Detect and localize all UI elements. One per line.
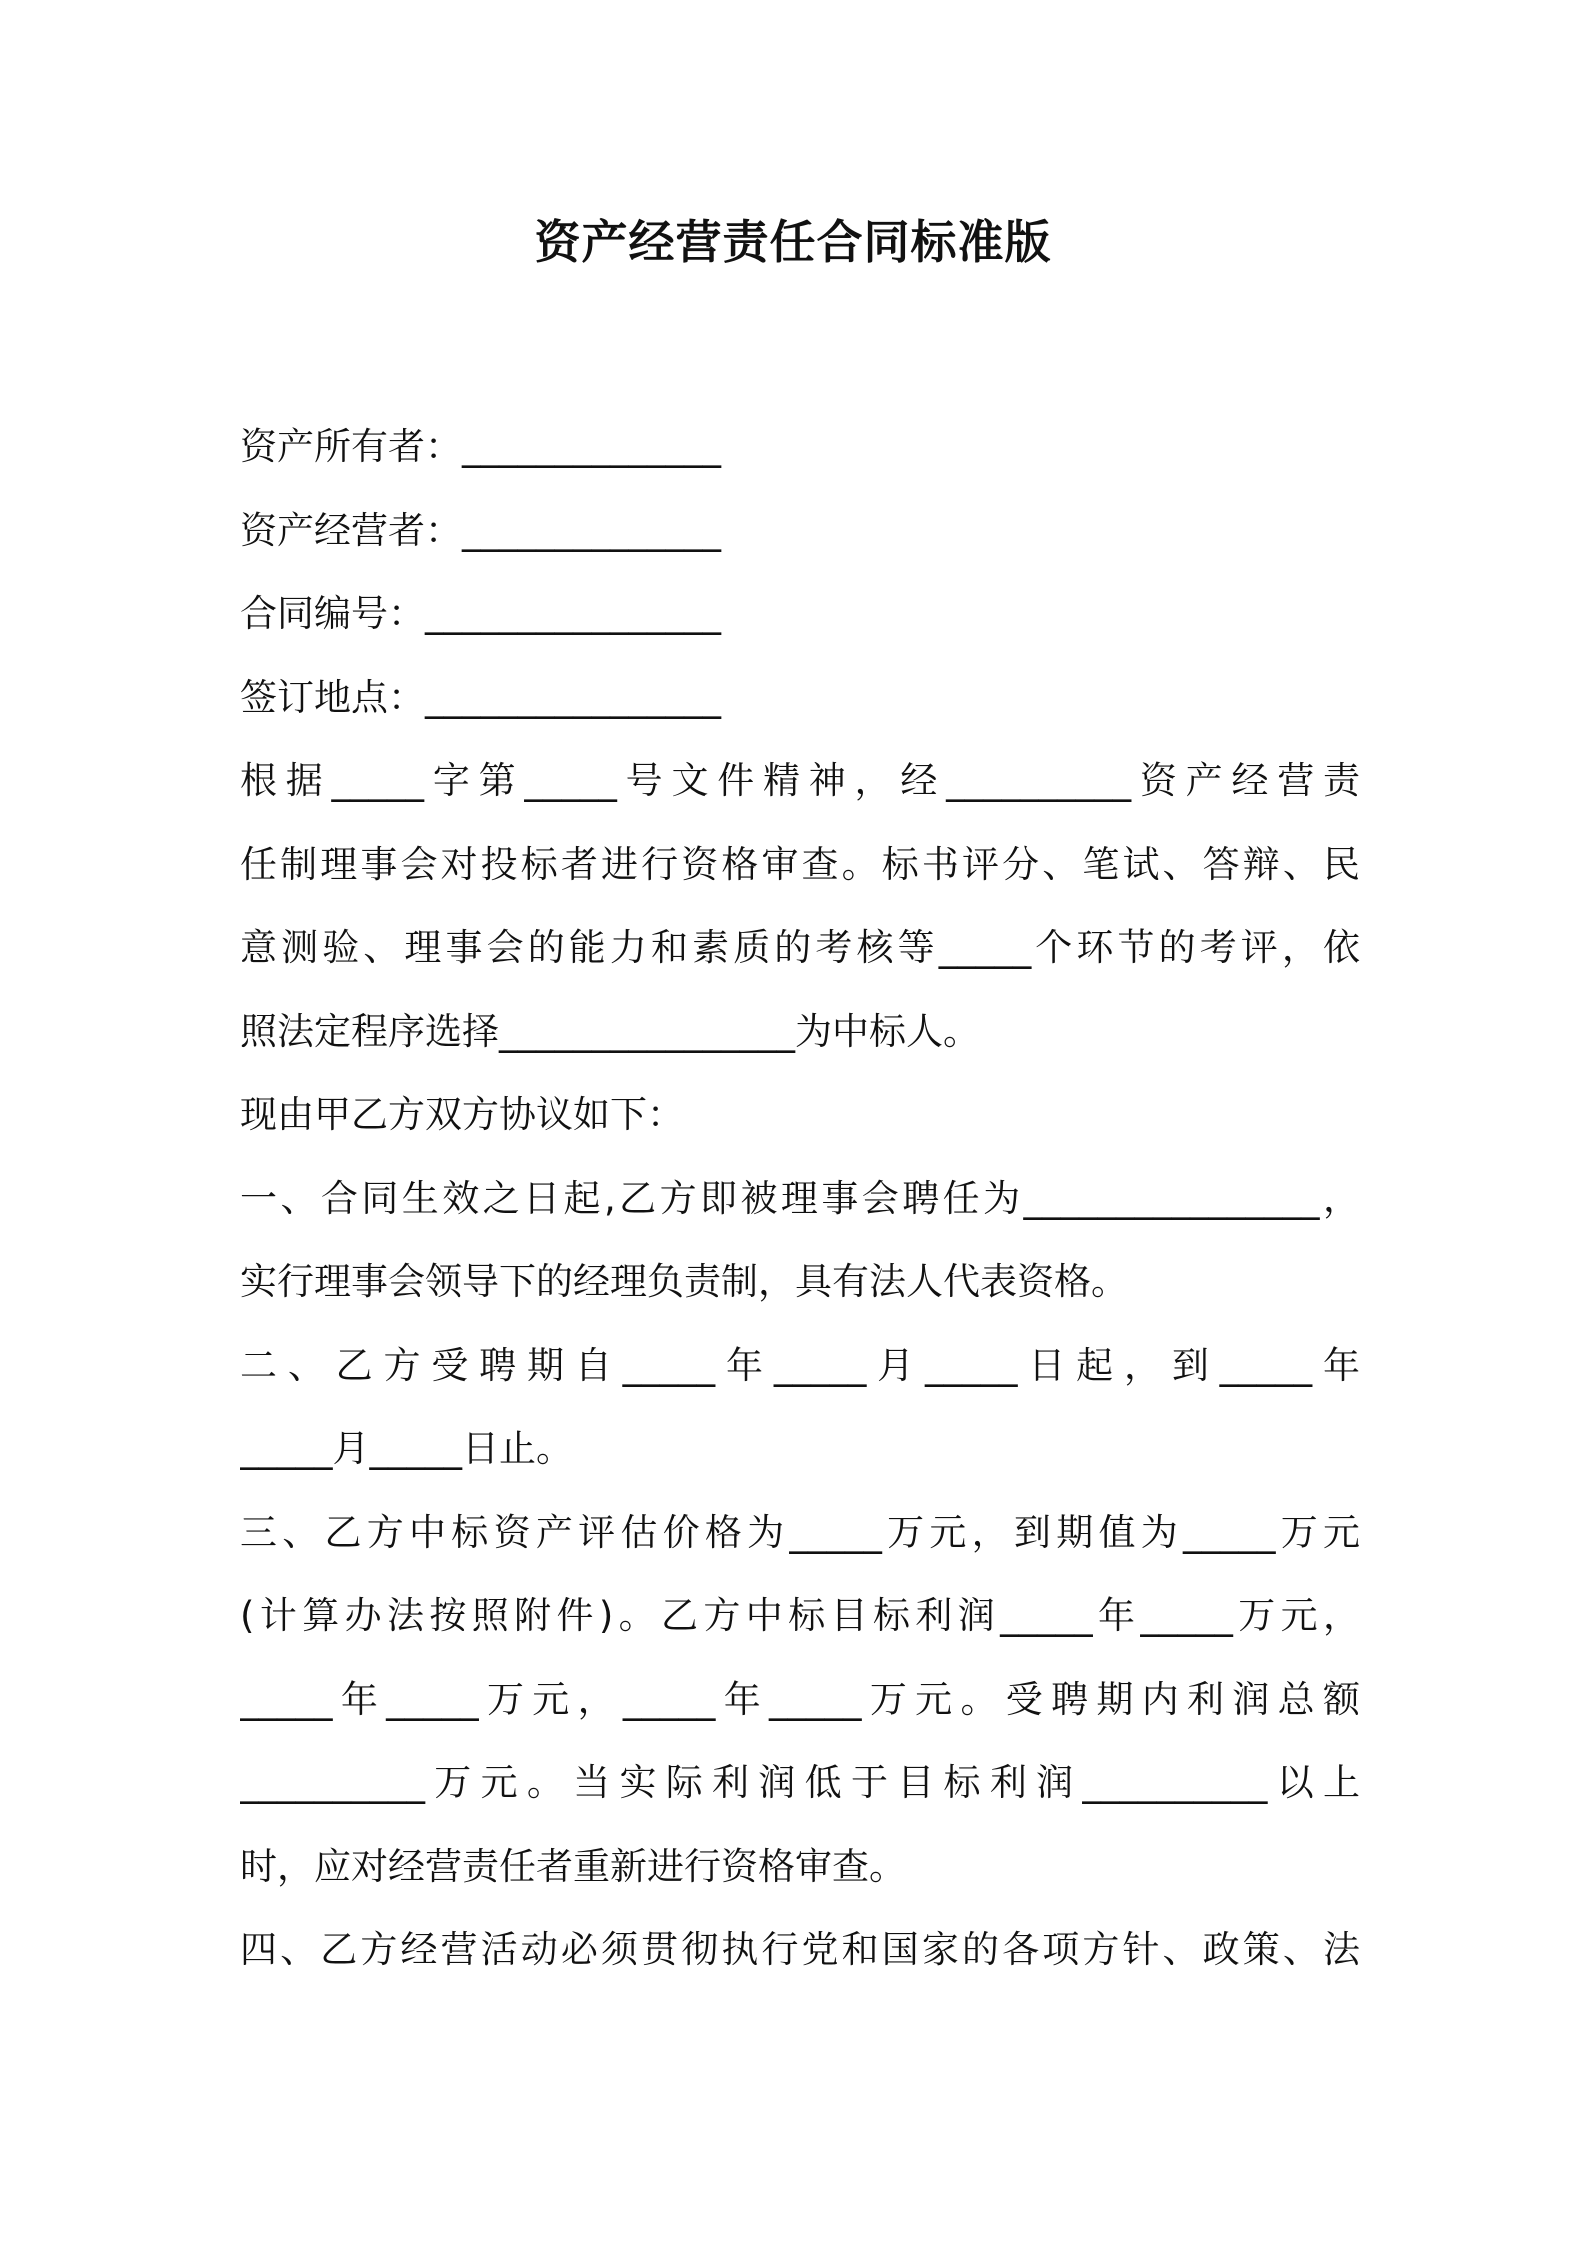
clause-4-line: 四、乙方经营活动必须贯彻执行党和国家的各项方针、政策、法 <box>240 1928 1360 1971</box>
paragraph-line: 现由甲乙方双方协议如下： <box>240 1093 684 1136</box>
paragraph-line: 意测验、理事会的能力和素质的考核等_____个环节的考评，依 <box>240 926 1360 969</box>
clause-1-line: 实行理事会领导下的经理负责制，具有法人代表资格。 <box>240 1260 1128 1303</box>
clause-3-line: __________万元。当实际利润低于目标利润__________以上 <box>240 1761 1360 1804</box>
clause-2-line: 二、乙方受聘期自_____年_____月_____日起，到_____年 <box>240 1343 1360 1387</box>
field-asset-owner: 资产所有者：______________ <box>240 425 721 468</box>
paragraph-line: 任制理事会对投标者进行资格审查。标书评分、笔试、答辩、民 <box>240 842 1360 886</box>
clause-3-line: 三、乙方中标资产评估价格为_____万元，到期值为_____万元 <box>240 1510 1360 1554</box>
clause-1-line: 一、合同生效之日起,乙方即被理事会聘任为________________， <box>240 1176 1360 1220</box>
clause-3-line: _____年_____万元，_____年_____万元。受聘期内利润总额 <box>240 1677 1360 1721</box>
clause-2-line: _____月_____日止。 <box>240 1427 573 1470</box>
clause-3-line: (计算办法按照附件)。乙方中标目标利润_____年_____万元， <box>240 1594 1360 1637</box>
field-signing-place: 签订地点：________________ <box>240 675 721 719</box>
document-title: 资产经营责任合同标准版 <box>534 215 1052 269</box>
paragraph-line: 根据_____字第_____号文件精神，经__________资产经营责 <box>240 759 1360 802</box>
field-contract-number: 合同编号：________________ <box>240 592 721 635</box>
paragraph-line: 照法定程序选择________________为中标人。 <box>240 1009 980 1053</box>
document-body <box>240 405 1360 1992</box>
clause-3-line: 时，应对经营责任者重新进行资格审查。 <box>240 1844 906 1888</box>
field-asset-operator: 资产经营者：______________ <box>240 508 721 552</box>
